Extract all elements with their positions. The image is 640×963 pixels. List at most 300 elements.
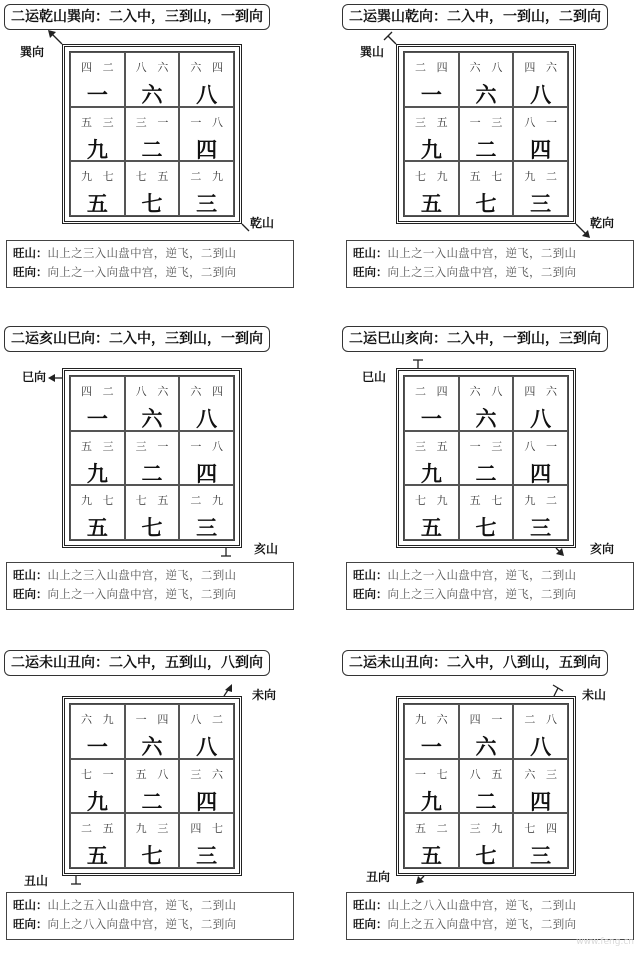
palace-cell (125, 704, 180, 759)
palace-cell (70, 813, 125, 868)
palace-cell (459, 813, 514, 868)
facing-star: 一 (102, 767, 114, 781)
chart-panel-wei-chou-b (320, 646, 640, 963)
info-text: 山上之五入山盘中宫，逆飞，二到山 (47, 898, 237, 912)
info-key: 旺向： (13, 587, 48, 601)
facing-star: 三 (546, 767, 557, 781)
period-star: 七 (475, 515, 497, 541)
info-line-facing (13, 263, 287, 282)
period-star: 九 (420, 460, 442, 486)
facing-label: 亥向 (590, 542, 615, 556)
facing-label: 乾向 (590, 216, 615, 230)
facing-star: 五 (157, 494, 169, 508)
chart-title: 二运巳山亥向：二入中，一到山，三到向 (342, 326, 608, 352)
facing-star: 九 (212, 494, 223, 508)
facing-star: 七 (436, 767, 448, 781)
chart-title: 二运乾山巽向：二入中，三到山，一到向 (4, 4, 270, 30)
mountain-label: 亥山 (254, 542, 279, 556)
facing-star: 五 (436, 115, 448, 129)
period-star: 八 (196, 734, 218, 759)
palace-cell (459, 485, 514, 540)
palace-cell (459, 704, 514, 759)
mountain-star: 一 (469, 439, 481, 453)
period-star: 八 (196, 82, 218, 107)
period-star: 一 (86, 734, 108, 759)
info-key: 旺向： (353, 587, 388, 601)
palace-cell (404, 485, 459, 540)
info-line-facing (13, 585, 287, 604)
period-star: 七 (475, 191, 497, 217)
mountain-star: 一 (190, 439, 202, 453)
palace-cell (404, 759, 459, 814)
info-line-facing (353, 915, 627, 934)
star-grid (69, 703, 235, 869)
facing-star: 一 (546, 439, 557, 453)
mountain-star: 五 (469, 494, 481, 508)
period-star: 四 (196, 136, 218, 162)
period-star: 四 (530, 788, 552, 814)
palace-cell (459, 161, 514, 216)
facing-arrow-line (556, 548, 560, 552)
mountain-star: 四 (81, 61, 92, 74)
palace-cell (404, 431, 459, 486)
mountain-star: 五 (469, 170, 481, 184)
period-star: 一 (420, 734, 442, 759)
period-star: 四 (196, 788, 218, 814)
info-text: 向上之五入向盘中宫，逆飞，二到向 (387, 917, 577, 931)
period-star: 三 (530, 843, 552, 869)
mountain-star: 九 (524, 170, 536, 184)
mountain-star: 八 (524, 115, 536, 129)
period-star: 八 (530, 406, 552, 431)
mountain-star: 七 (135, 170, 147, 184)
mountain-star: 九 (135, 822, 147, 836)
palace-cell (125, 52, 180, 107)
mountain-star: 三 (135, 439, 147, 453)
palace-cell (70, 704, 125, 759)
facing-star: 六 (546, 61, 557, 74)
period-star: 七 (141, 843, 163, 869)
palace-cell (513, 704, 568, 759)
period-star: 五 (420, 191, 442, 217)
chart-panel-xun-qian (320, 0, 640, 317)
mountain-star: 九 (524, 494, 536, 508)
info-line-facing (13, 915, 287, 934)
facing-label: 未向 (252, 688, 277, 702)
mountain-tick-line (242, 224, 249, 231)
mountain-label: 丑山 (24, 874, 49, 888)
chart-panel-qian-xun (0, 0, 320, 317)
info-line-mountain (353, 896, 627, 915)
palace-cell (179, 52, 234, 107)
palace-cell (125, 485, 180, 540)
mountain-star: 八 (190, 713, 202, 726)
period-star: 五 (420, 843, 442, 869)
mountain-star: 九 (81, 494, 92, 508)
palace-cell (179, 813, 234, 868)
facing-star: 九 (491, 822, 503, 836)
facing-label: 丑向 (366, 870, 391, 884)
palace-cell (459, 431, 514, 486)
info-line-facing (353, 585, 627, 604)
info-key: 旺山： (13, 568, 48, 582)
palace-cell (179, 431, 234, 486)
mountain-star: 七 (524, 822, 536, 836)
palace-cell (513, 813, 568, 868)
period-star: 五 (86, 515, 108, 541)
mountain-tick-line (554, 688, 558, 696)
info-box (6, 562, 294, 610)
facing-star: 三 (491, 115, 503, 129)
palace-cell (179, 704, 234, 759)
facing-star: 七 (102, 170, 114, 184)
mountain-star: 五 (415, 822, 426, 836)
chart-panel-hai-si (0, 322, 320, 639)
flying-star-chart (62, 44, 242, 224)
palace-cell (459, 107, 514, 162)
palace-cell (125, 107, 180, 162)
facing-arrowhead-icon (48, 374, 55, 382)
mountain-star: 三 (469, 822, 481, 836)
facing-star: 七 (491, 170, 503, 184)
mountain-label: 巽山 (360, 45, 385, 59)
period-star: 三 (530, 191, 552, 217)
period-star: 五 (420, 515, 442, 541)
facing-star: 八 (212, 439, 223, 453)
facing-star: 八 (491, 61, 503, 74)
mountain-star: 一 (135, 713, 147, 726)
chart-panel-wei-chou-a (0, 646, 320, 963)
mountain-tick-line (388, 36, 396, 44)
facing-star: 五 (436, 439, 448, 453)
palace-cell (459, 759, 514, 814)
mountain-star: 二 (415, 61, 426, 74)
palace-cell (125, 431, 180, 486)
period-star: 三 (196, 515, 218, 541)
facing-star: 五 (157, 170, 169, 184)
palace-cell (179, 376, 234, 431)
palace-cell (70, 431, 125, 486)
facing-star: 八 (212, 115, 223, 129)
facing-star: 七 (491, 494, 503, 508)
facing-star: 二 (102, 385, 114, 398)
palace-cell (125, 759, 180, 814)
period-star: 八 (530, 734, 552, 759)
facing-star: 九 (436, 170, 448, 184)
period-star: 六 (475, 406, 497, 431)
mountain-star: 九 (81, 170, 92, 184)
period-star: 六 (141, 82, 163, 107)
palace-cell (513, 107, 568, 162)
palace-cell (513, 161, 568, 216)
period-star: 二 (475, 788, 497, 814)
facing-star: 四 (212, 385, 223, 398)
flying-star-chart (62, 696, 242, 876)
info-key: 旺向： (13, 265, 48, 279)
period-star: 六 (475, 82, 497, 107)
info-key: 旺山： (13, 898, 48, 912)
info-line-facing (353, 263, 627, 282)
info-box (346, 892, 634, 940)
facing-star: 七 (212, 822, 223, 836)
chart-title: 二运巽山乾向：二入中，一到山，二到向 (342, 4, 608, 30)
facing-arrowhead-icon (416, 876, 424, 884)
mountain-star: 三 (135, 115, 147, 129)
period-star: 八 (530, 82, 552, 107)
mountain-star: 八 (524, 439, 536, 453)
info-line-mountain (13, 896, 287, 915)
chart-title: 二运亥山巳向：二入中，三到山，一到向 (4, 326, 270, 352)
palace-cell (125, 161, 180, 216)
flying-star-chart (396, 696, 576, 876)
palace-cell (404, 704, 459, 759)
facing-star: 九 (436, 494, 448, 508)
info-text: 向上之三入向盘中宫，逆飞，二到向 (387, 265, 577, 279)
facing-star: 三 (157, 822, 169, 836)
period-star: 一 (86, 406, 108, 431)
period-star: 七 (475, 843, 497, 869)
period-star: 二 (141, 460, 163, 486)
period-star: 二 (141, 788, 163, 814)
palace-cell (179, 485, 234, 540)
palace-cell (179, 107, 234, 162)
mountain-star: 六 (524, 767, 536, 781)
period-star: 二 (141, 136, 163, 162)
palace-cell (70, 376, 125, 431)
facing-star: 八 (491, 385, 503, 398)
star-grid (69, 375, 235, 541)
facing-arrowhead-icon (582, 230, 590, 238)
chart-title: 二运未山丑向：二入中，八到山，五到向 (342, 650, 608, 676)
facing-star: 七 (102, 494, 114, 508)
info-text: 山上之三入山盘中宫，逆飞，二到山 (47, 246, 237, 260)
info-key: 旺山： (353, 568, 388, 582)
palace-cell (459, 376, 514, 431)
palace-cell (70, 161, 125, 216)
period-star: 四 (530, 136, 552, 162)
palace-cell (404, 107, 459, 162)
period-star: 七 (141, 191, 163, 217)
flying-star-chart (62, 368, 242, 548)
mountain-star: 九 (415, 713, 426, 726)
period-star: 九 (86, 788, 108, 814)
period-star: 六 (141, 406, 163, 431)
info-box (346, 562, 634, 610)
mountain-star: 六 (469, 61, 481, 74)
facing-arrowhead-icon (48, 30, 56, 38)
palace-cell (70, 107, 125, 162)
mountain-star: 七 (415, 170, 426, 184)
star-grid (69, 51, 235, 217)
palace-cell (125, 813, 180, 868)
info-line-mountain (13, 244, 287, 263)
period-star: 四 (530, 460, 552, 486)
facing-star: 六 (157, 61, 169, 74)
mountain-star: 二 (524, 713, 536, 726)
mountain-star: 三 (415, 439, 426, 453)
period-star: 三 (196, 843, 218, 869)
period-star: 九 (86, 136, 108, 162)
mountain-tick-cap (553, 685, 563, 691)
info-key: 旺山： (13, 246, 48, 260)
palace-cell (70, 485, 125, 540)
palace-cell (404, 376, 459, 431)
facing-star: 四 (436, 61, 448, 74)
palace-cell (404, 813, 459, 868)
mountain-star: 六 (190, 61, 202, 74)
star-grid (403, 375, 569, 541)
facing-arrowhead-icon (225, 684, 232, 692)
mountain-star: 二 (190, 494, 202, 508)
info-text: 山上之一入山盘中宫，逆飞，二到山 (387, 246, 577, 260)
mountain-star: 四 (524, 385, 536, 398)
facing-star: 三 (102, 439, 114, 453)
facing-star: 二 (102, 61, 114, 74)
info-text: 向上之三入向盘中宫，逆飞，二到向 (387, 587, 577, 601)
mountain-star: 二 (81, 822, 92, 836)
facing-star: 二 (436, 822, 448, 836)
facing-star: 二 (212, 713, 223, 726)
facing-star: 九 (212, 170, 223, 184)
info-line-mountain (13, 566, 287, 585)
info-text: 山上之八入山盘中宫，逆飞，二到山 (387, 898, 577, 912)
mountain-label: 乾山 (250, 216, 275, 230)
period-star: 五 (86, 191, 108, 217)
watermark: www.feng.cn (576, 937, 634, 947)
facing-star: 三 (491, 439, 503, 453)
palace-cell (125, 376, 180, 431)
facing-star: 四 (436, 385, 448, 398)
facing-star: 六 (546, 385, 557, 398)
facing-star: 六 (157, 385, 169, 398)
info-text: 向上之一入向盘中宫，逆飞，二到向 (47, 587, 237, 601)
palace-cell (513, 485, 568, 540)
palace-cell (513, 376, 568, 431)
star-grid (403, 51, 569, 217)
facing-star: 六 (436, 713, 448, 726)
period-star: 九 (86, 460, 108, 486)
facing-star: 一 (157, 439, 169, 453)
mountain-star: 二 (190, 170, 202, 184)
facing-star: 八 (546, 713, 557, 726)
period-star: 三 (530, 515, 552, 541)
period-star: 六 (475, 734, 497, 759)
mountain-star: 四 (81, 385, 92, 398)
chart-panel-si-hai (320, 322, 640, 639)
period-star: 三 (196, 191, 218, 217)
mountain-star: 六 (190, 385, 202, 398)
info-text: 山上之一入山盘中宫，逆飞，二到山 (387, 568, 577, 582)
info-box (6, 892, 294, 940)
info-key: 旺山： (353, 898, 388, 912)
period-star: 五 (86, 843, 108, 869)
info-text: 向上之一入向盘中宫，逆飞，二到向 (47, 265, 237, 279)
facing-label: 巳向 (22, 370, 47, 384)
period-star: 四 (196, 460, 218, 486)
period-star: 二 (475, 460, 497, 486)
period-star: 六 (141, 734, 163, 759)
mountain-star: 五 (81, 115, 92, 129)
period-star: 九 (420, 788, 442, 814)
facing-star: 九 (102, 713, 114, 726)
facing-arrow-line (576, 224, 586, 234)
period-star: 九 (420, 136, 442, 162)
direction-label: 巽向 (20, 45, 45, 59)
facing-star: 四 (546, 822, 557, 836)
mountain-star: 一 (415, 767, 426, 781)
palace-cell (179, 759, 234, 814)
info-text: 山上之三入山盘中宫，逆飞，二到山 (47, 568, 237, 582)
palace-cell (513, 52, 568, 107)
palace-cell (70, 759, 125, 814)
info-box (346, 240, 634, 288)
info-box (6, 240, 294, 288)
mountain-star: 六 (81, 713, 92, 726)
period-star: 七 (141, 515, 163, 541)
facing-star: 四 (212, 61, 223, 74)
facing-star: 八 (157, 767, 169, 781)
mountain-star: 八 (135, 61, 147, 74)
facing-star: 二 (546, 494, 557, 508)
mountain-star: 三 (415, 115, 426, 129)
info-key: 旺向： (13, 917, 48, 931)
mountain-star: 八 (469, 767, 481, 781)
mountain-star: 八 (135, 385, 147, 398)
mountain-star: 七 (81, 767, 92, 781)
mountain-star: 一 (469, 115, 481, 129)
facing-star: 五 (102, 822, 114, 836)
facing-arrow-line (420, 876, 424, 880)
mountain-star: 六 (469, 385, 481, 398)
mountain-star: 二 (415, 385, 426, 398)
facing-star: 四 (157, 713, 169, 726)
flying-star-chart (396, 368, 576, 548)
mountain-star: 四 (190, 822, 202, 836)
mountain-star: 五 (81, 439, 92, 453)
info-line-mountain (353, 244, 627, 263)
facing-star: 一 (491, 713, 503, 726)
facing-arrow-line (52, 34, 62, 44)
period-star: 一 (86, 82, 108, 107)
mountain-star: 七 (135, 494, 147, 508)
info-key: 旺山： (353, 246, 388, 260)
period-star: 一 (420, 82, 442, 107)
facing-arrowhead-icon (556, 548, 564, 556)
mountain-label: 巳山 (362, 370, 387, 384)
info-text: 向上之八入向盘中宫，逆飞，二到向 (47, 917, 237, 931)
facing-star: 一 (546, 115, 557, 129)
star-grid (403, 703, 569, 869)
palace-cell (513, 759, 568, 814)
mountain-label: 未山 (582, 688, 607, 702)
mountain-star: 四 (469, 713, 481, 726)
period-star: 一 (420, 406, 442, 431)
info-key: 旺向： (353, 265, 388, 279)
period-star: 八 (196, 406, 218, 431)
palace-cell (513, 431, 568, 486)
mountain-tick-cap (384, 32, 392, 40)
facing-star: 六 (212, 767, 223, 781)
palace-cell (459, 52, 514, 107)
palace-cell (70, 52, 125, 107)
period-star: 二 (475, 136, 497, 162)
info-key: 旺向： (353, 917, 388, 931)
palace-cell (404, 52, 459, 107)
facing-star: 一 (157, 115, 169, 129)
facing-star: 二 (546, 170, 557, 184)
mountain-star: 一 (190, 115, 202, 129)
facing-star: 五 (491, 767, 503, 781)
